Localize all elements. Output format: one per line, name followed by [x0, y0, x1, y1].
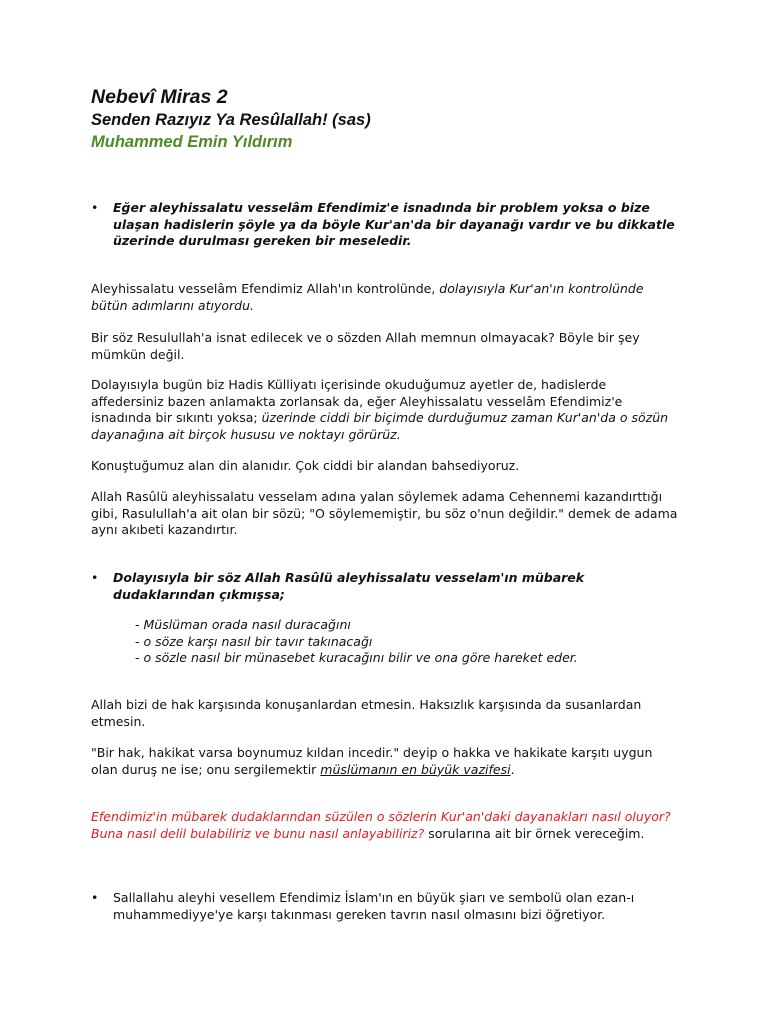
paragraph-1	[91, 281, 681, 314]
bullet-text-2: Dolayısıyla bir söz Allah Rasûlü aleyhissalatu vesselam'ın mübarek dudaklarından çıkmışsa;	[113, 570, 585, 602]
dash-item: - o söze karşı nasıl bir tavır takınacağı	[135, 633, 373, 649]
bullet-icon: •	[91, 570, 99, 585]
paragraph-7-end: .	[510, 761, 515, 777]
paragraph-1-italic: dolayısıyla Kur'an'ın kontrolünde bütün adımlarını atıyordu.	[91, 281, 644, 313]
paragraph-5: Allah Rasûlü aleyhissalatu vesselam adına yalan söylemek adama Cehennemi kazandırttığı gibi, Rasulullah'a ait olan bir sözü; "O söylememiştir, bu söz o'nun değildir." demek de adama aynı akıbeti kazandırtır.	[91, 489, 678, 537]
paragraph-4: Konuştuğumuz alan din alanıdır. Çok ciddi bir alandan bahsediyoruz.	[91, 458, 520, 473]
question-text: Efendimiz'in mübarek dudaklarından süzülen o sözlerin Kur'an'daki dayanakları nasıl oluyor? Buna nasıl delil bulabiliriz ve bunu nasıl anlayabiliriz?	[91, 809, 671, 841]
header-block	[91, 86, 681, 153]
paragraph-7-normal: "Bir hak, hakikat varsa boynumuz kıldan incedir." deyip o hakka ve hakikate karşıtı uygun olan duruş ne ise; onu sergilemektir	[91, 745, 653, 777]
bullet-icon: •	[91, 200, 99, 215]
paragraph-7-underlined: müslümanın en büyük vazifesi	[320, 761, 511, 777]
bullet-icon: •	[91, 890, 99, 905]
dash-item: - o sözle nasıl bir münasebet kuracağını bilir ve ona göre hareket eder.	[135, 650, 578, 665]
paragraph-1-normal: Aleyhissalatu vesselâm Efendimiz Allah'ın kontrolünde,	[91, 281, 440, 296]
dash-item: - Müslüman orada nasıl duracağını	[135, 617, 351, 632]
dash-list	[91, 617, 681, 667]
bullet-item-2	[91, 570, 681, 603]
paragraph-8	[91, 809, 681, 842]
paragraph-6: Allah bizi de hak karşısında konuşanlardan etmesin. Haksızlık karşısında da susanlardan etmesin.	[91, 697, 642, 729]
page-title: Nebevî Miras 2	[91, 86, 228, 108]
paragraph-3-normal: Dolayısıyla bugün biz Hadis Külliyatı içerisinde okuduğumuz ayetler de, hadislerde affedersiniz bazen anlamakta zorlansak da, eğer Aleyhissalatu vesselâm Efendimiz'e isnadında bir sıkıntı yoksa;	[91, 377, 623, 425]
page-subtitle: Senden Razıyız Ya Resûlallah! (sas)	[91, 111, 371, 129]
paragraph-2: Bir söz Resulullah'a isnat edilecek ve o sözden Allah memnun olmayacak? Böyle bir şey mümkün değil.	[91, 330, 640, 362]
bullet-item-1	[91, 200, 681, 250]
bullet-text-1: Eğer aleyhissalatu vesselâm Efendimiz'e isnadında bir problem yoksa o bize ulaşan hadislerin şöyle ya da böyle Kur'an'da bir dayanağı vardır ve bu dikkatle üzerinde durulması gereken bir meseledir.	[113, 200, 675, 248]
paragraph-8-normal: sorularına ait bir örnek vereceğim.	[424, 825, 645, 841]
paragraph-3	[91, 377, 681, 443]
bullet-item-3	[91, 890, 681, 923]
author-name: Muhammed Emin Yıldırım	[91, 133, 293, 151]
paragraph-3-italic: üzerinde ciddi bir biçimde durduğumuz zaman Kur'an'da o sözün dayanağına ait birçok hususu ve noktayı görürüz.	[91, 410, 669, 442]
paragraph-7	[91, 745, 681, 778]
bullet-text-3: Sallallahu aleyhi vesellem Efendimiz İslam'ın en büyük şiarı ve sembolü olan ezan-ı muhammediyye'ye karşı takınması gereken tavrın nasıl olmasını bizi öğretiyor.	[113, 890, 635, 922]
